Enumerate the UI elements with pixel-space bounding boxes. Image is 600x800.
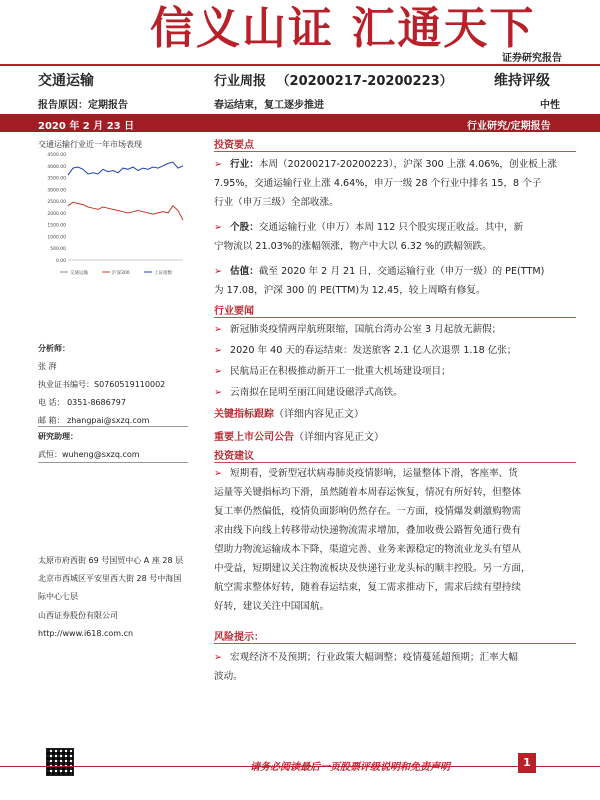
list-item: ➢ 2020 年 40 天的春运结束：发送旅客 2.1 亿人次退票 1.18 亿张；: [214, 345, 517, 356]
y-tick-label: 3500.00: [47, 176, 66, 182]
point-text: 截至 2020 年 2 月 21 日，交通运输行业（申万一级）的 PE(TTM): [258, 266, 545, 277]
risk-title: 风险提示：: [214, 632, 264, 643]
legend-label: 沪深300: [112, 271, 130, 276]
company-address-2: 北京市西城区平安里西大街 28 号中海国: [38, 574, 182, 583]
arrow-icon: ➢: [214, 366, 223, 377]
point-label: 估值：: [230, 266, 259, 277]
market-performance-chart: [38, 148, 188, 278]
header-divider: [0, 64, 600, 66]
report-label: 证券研究报告: [502, 53, 562, 64]
analyst-name: 张 湃: [38, 362, 57, 371]
analyst-cert: 执业证书编号：S0760519110002: [38, 380, 166, 389]
disclaimer-note: 请务必阅读最后一页股票评级说明和免责声明: [250, 762, 450, 773]
arrow-icon: ➢: [214, 324, 223, 335]
y-tick-label: 4500.00: [47, 153, 66, 158]
list-item: ➢ 新冠肺炎疫情两岸航班限缩，国航台湾办公室 3 月起放无薪假；: [214, 324, 502, 335]
point-text: 本周（20200217-20200223），沪深 300 上涨 4.06%，创业板上涨: [258, 159, 557, 170]
arrow-icon: ➢: [214, 387, 223, 398]
point-industry: [214, 155, 576, 212]
arrow-icon: ➢: [214, 222, 223, 233]
analyst-heading: 分析师：: [38, 344, 70, 353]
point-text: 行业（申万三级）全部收涨。: [214, 197, 339, 208]
risk-paragraph: ➢ 宏观经济不及预期；行业政策大幅调整；疫情蔓延超预期；汇率大幅 波动。: [214, 652, 518, 682]
rating-value: 中性: [540, 100, 560, 111]
company-address-3: 际中心七层: [38, 592, 78, 601]
section-divider: [214, 317, 576, 318]
arrow-icon: ➢: [214, 266, 223, 277]
y-tick-label: 3000.00: [47, 188, 66, 194]
header-banner: [0, 0, 600, 64]
arrow-icon: ➢: [214, 159, 223, 170]
legend-label: 上证指数: [154, 271, 172, 276]
y-tick-label: 0.00: [55, 259, 66, 264]
analyst-email[interactable]: 邮 箱： zhangpai@sxzq.com: [38, 416, 150, 425]
arrow-icon: ➢: [214, 345, 223, 356]
company-url[interactable]: http://www.i618.com.cn: [38, 629, 134, 638]
point-label: 个股：: [230, 222, 259, 233]
rating-label: 维持评级: [494, 73, 550, 89]
section-divider: [214, 462, 576, 463]
qr-code-icon: [46, 748, 74, 776]
company-name: 山西证券股份有限公司: [38, 611, 118, 620]
news-list: [214, 320, 576, 402]
assistant-heading: 研究助理：: [38, 432, 78, 441]
analyst-phone: 电 话： 0351-8686797: [38, 398, 126, 407]
advice-title: 投资建议: [214, 451, 254, 462]
series-line-1: [68, 162, 183, 175]
date-bar: [0, 114, 600, 132]
analyst-divider: [38, 426, 188, 427]
point-text: 交通运输行业（申万）本周 112 只个股实现正收益。其中，新: [258, 222, 524, 233]
y-tick-label: 1500.00: [47, 223, 66, 229]
list-item: ➢ 云南拟在昆明至丽江间建设磁浮式高铁。: [214, 387, 403, 398]
point-label: 行业：: [230, 159, 259, 170]
invest-points-title: 投资要点: [214, 140, 254, 151]
report-type: [214, 70, 453, 89]
section-divider: [214, 151, 576, 152]
section-divider: [214, 643, 576, 644]
point-text: 宁物流以 21.03%的涨幅领涨，物产中大以 6.32 %的跌幅领跌。: [214, 241, 492, 252]
page-number: 1: [518, 753, 536, 773]
advice-paragraph: ➢ 短期看，受新型冠状病毒肺炎疫情影响，运量整体下滑，客座率、货 运量等关键指标均下滑，虽然随着本周春运恢复，情况有所好转，但整体 复工率仍然偏低，疫情负面影响仍然存在。一方面，疫情爆发刺激购物需 求由线下向线上转移带动快递物流需求增加，叠加收费公路暂免通行费有 望助力物流运输成本下降，渠道完善、业务来源稳定的物流业龙头有望从 中受益，短期建议关注物流板块及快递行业龙头标的顺丰控股。另一方面， 航空需求整体好转，随着春运结束，复工需求推动下，需求后续有望持续 好转，建议关注中国国航。: [214, 468, 531, 612]
point-stocks: [214, 218, 576, 256]
report-type-label: 行业周报: [214, 74, 267, 89]
assistant-email[interactable]: 武恒：wuheng@sxzq.com: [38, 450, 140, 459]
chart-title: 交通运输行业近一年市场表现: [38, 140, 142, 149]
legend-label: 交通运输: [70, 271, 88, 276]
y-tick-label: 4000.00: [47, 164, 66, 170]
news-title: 行业要闻: [214, 306, 254, 317]
series-line-0: [68, 202, 183, 220]
report-subtitle: 春运结束，复工逐步推进: [214, 100, 324, 111]
arrow-icon: ➢: [214, 652, 223, 663]
key-indicators-title: 关键指标跟踪（详细内容见正文）: [214, 409, 364, 420]
y-tick-label: 2000.00: [47, 211, 66, 217]
company-address-1: 太原市府西街 69 号国贸中心 A 座 28 层: [38, 556, 184, 565]
y-tick-label: 500.00: [50, 247, 66, 253]
y-tick-label: 2500.00: [47, 200, 66, 206]
point-valuation: [214, 262, 576, 300]
sector-name: 交通运输: [38, 73, 94, 89]
announcements-title: 重要上市公司公告（详细内容见正文）: [214, 432, 384, 443]
arrow-icon: ➢: [214, 468, 223, 479]
point-text: 7.95%，交通运输行业上涨 4.64%，申万一级 28 个行业中排名 15，8 个子: [214, 178, 542, 189]
report-category: 行业研究/定期报告: [467, 121, 551, 132]
report-date: 2020 年 2 月 23 日: [38, 121, 135, 132]
company-slogan: 信义山证 汇通天下: [150, 3, 536, 54]
report-reason: 报告原因：定期报告: [38, 100, 128, 111]
list-item: ➢ 民航局正在积极推动新开工一批重大机场建设项目；: [214, 366, 451, 377]
assistant-divider: [38, 462, 188, 463]
report-period: （20200217-20200223）: [276, 74, 453, 89]
y-tick-label: 1000.00: [47, 235, 66, 241]
point-text: 为 17.08，沪深 300 的 PE(TTM)为 12.45，较上周略有修复。: [214, 285, 486, 296]
